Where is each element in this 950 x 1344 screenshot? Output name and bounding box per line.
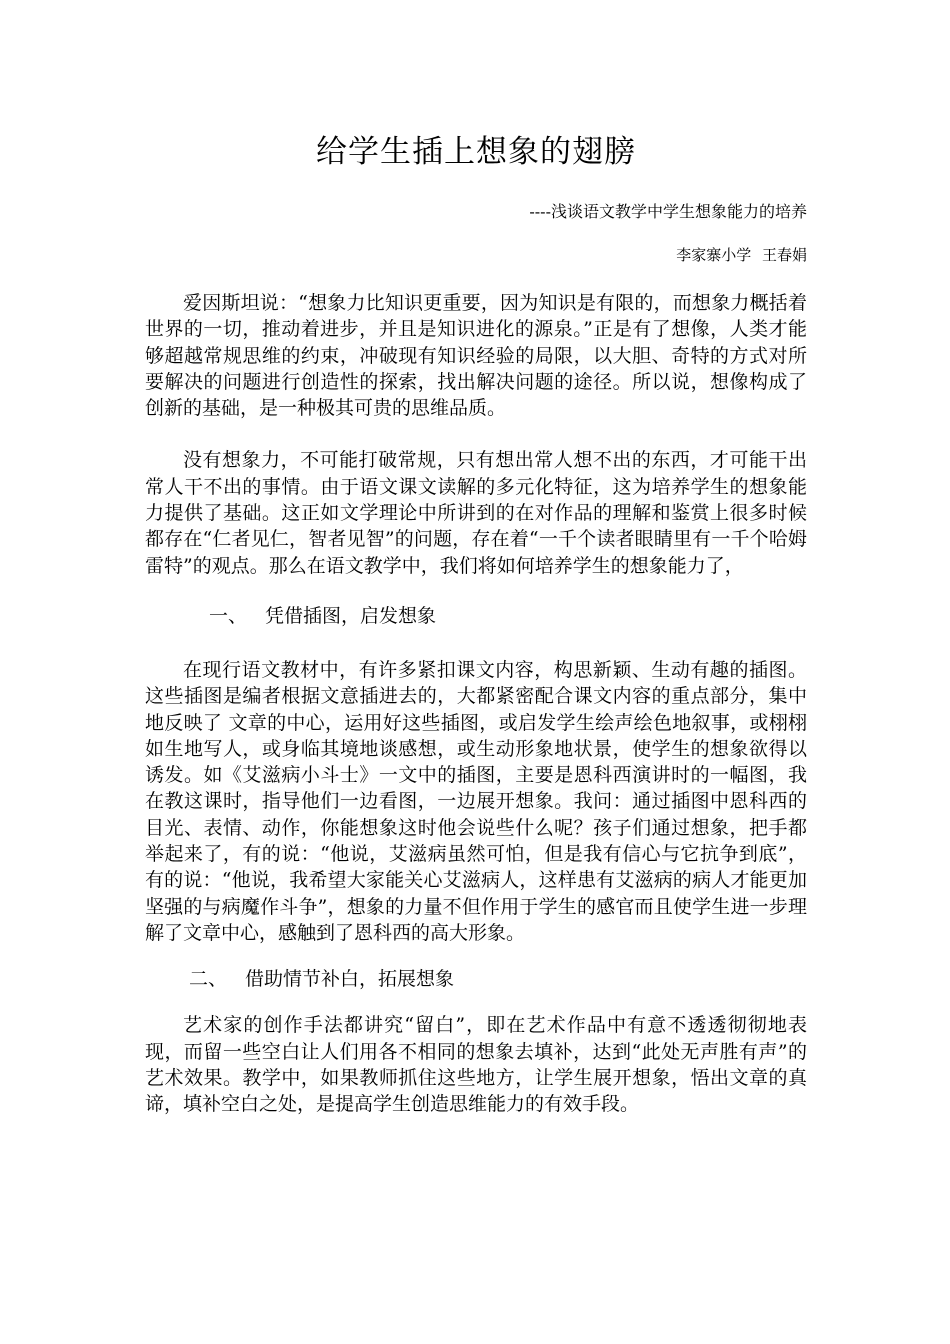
section-title: 凭借插图，启发想象 [265, 604, 437, 627]
document-page [145, 120, 807, 1117]
paragraph-imagination: 没有想象力，不可能打破常规，只有想出常人想不出的东西，才可能干出常人干不出的事情。由于语文课文读解的多元化特征，这为培养学生的想象能力提供了基础。这正如文学理论中所讲到的在对作品的理解和鉴赏上很多时候都存在“仁者见仁，智者见智”的问题，存在着“一千个读者眼睛里有一千个哈姆雷特”的观点。那么在语文教学中，我们将如何培养学生的想象能力了， [145, 449, 807, 577]
document-author: 李家寨小学 王春娟 [676, 246, 807, 264]
paragraph-illustrations: 在现行语文教材中，有许多紧扣课文内容，构思新颖、生动有趣的插图。这些插图是编者根据文意插进去的，大都紧密配合课文内容的重点部分，集中地反映了 文章的中心，运用好这些插图，或启发学生绘声绘色地叙事，或栩栩如生地写人，或身临其境地谈感想，或生动形象地状景，使学生的想象欲得以诱发。如《艾滋病小斗士》一文中的插图，主要是恩科西演讲时的一幅图，我在教这课时，指导他们一边看图，一边展开想象。我问：通过插图中恩科西的目光、表情、动作，你能想象这时他会说些什么呢？孩子们通过想象，把手都举起来了，有的说：“他说，艾滋病虽然可怕，但是我有信心与它抗争到底”，有的说：“他说，我希望大家能关心艾滋病人，这样患有艾滋病的病人才能更加坚强的与病魔作斗争”，想象的力量不但作用于学生的感官而且使学生进一步理解了文章中心，感触到了恩科西的高大形象。 [145, 658, 807, 944]
paragraph-intro: 爱因斯坦说：“想象力比知识更重要，因为知识是有限的，而想象力概括着世界的一切，推动着进步，并且是知识进化的源泉。”正是有了想像，人类才能够超越常规思维的约束，冲破现有知识经验的局限，以大胆、奇特的方式对所要解决的问题进行创造性的探索，找出解决问题的途径。所以说，想像构成了创新的基础，是一种极其可贵的思维品质。 [145, 292, 807, 420]
paragraph-blank-space: 艺术家的创作手法都讲究“留白”，即在艺术作品中有意不透透彻彻地表现，而留一些空白让人们用各不相同的想象去填补，达到“此处无声胜有声”的艺术效果。教学中，如果教师抓住这些地方，让学生展开想象，悟出文章的真谛，填补空白之处，是提高学生创造思维能力的有效手段。 [145, 1014, 807, 1116]
document-subtitle: ----浅谈语文教学中学生想象能力的培养 [529, 202, 807, 221]
section-heading-2 [145, 966, 807, 992]
section-title: 借助情节补白，拓展想象 [245, 968, 455, 991]
document-title: 给学生插上想象的翅膀 [316, 134, 636, 170]
section-number: 一、 [209, 604, 248, 627]
section-number: 二、 [189, 968, 228, 991]
section-heading-1 [145, 603, 807, 629]
